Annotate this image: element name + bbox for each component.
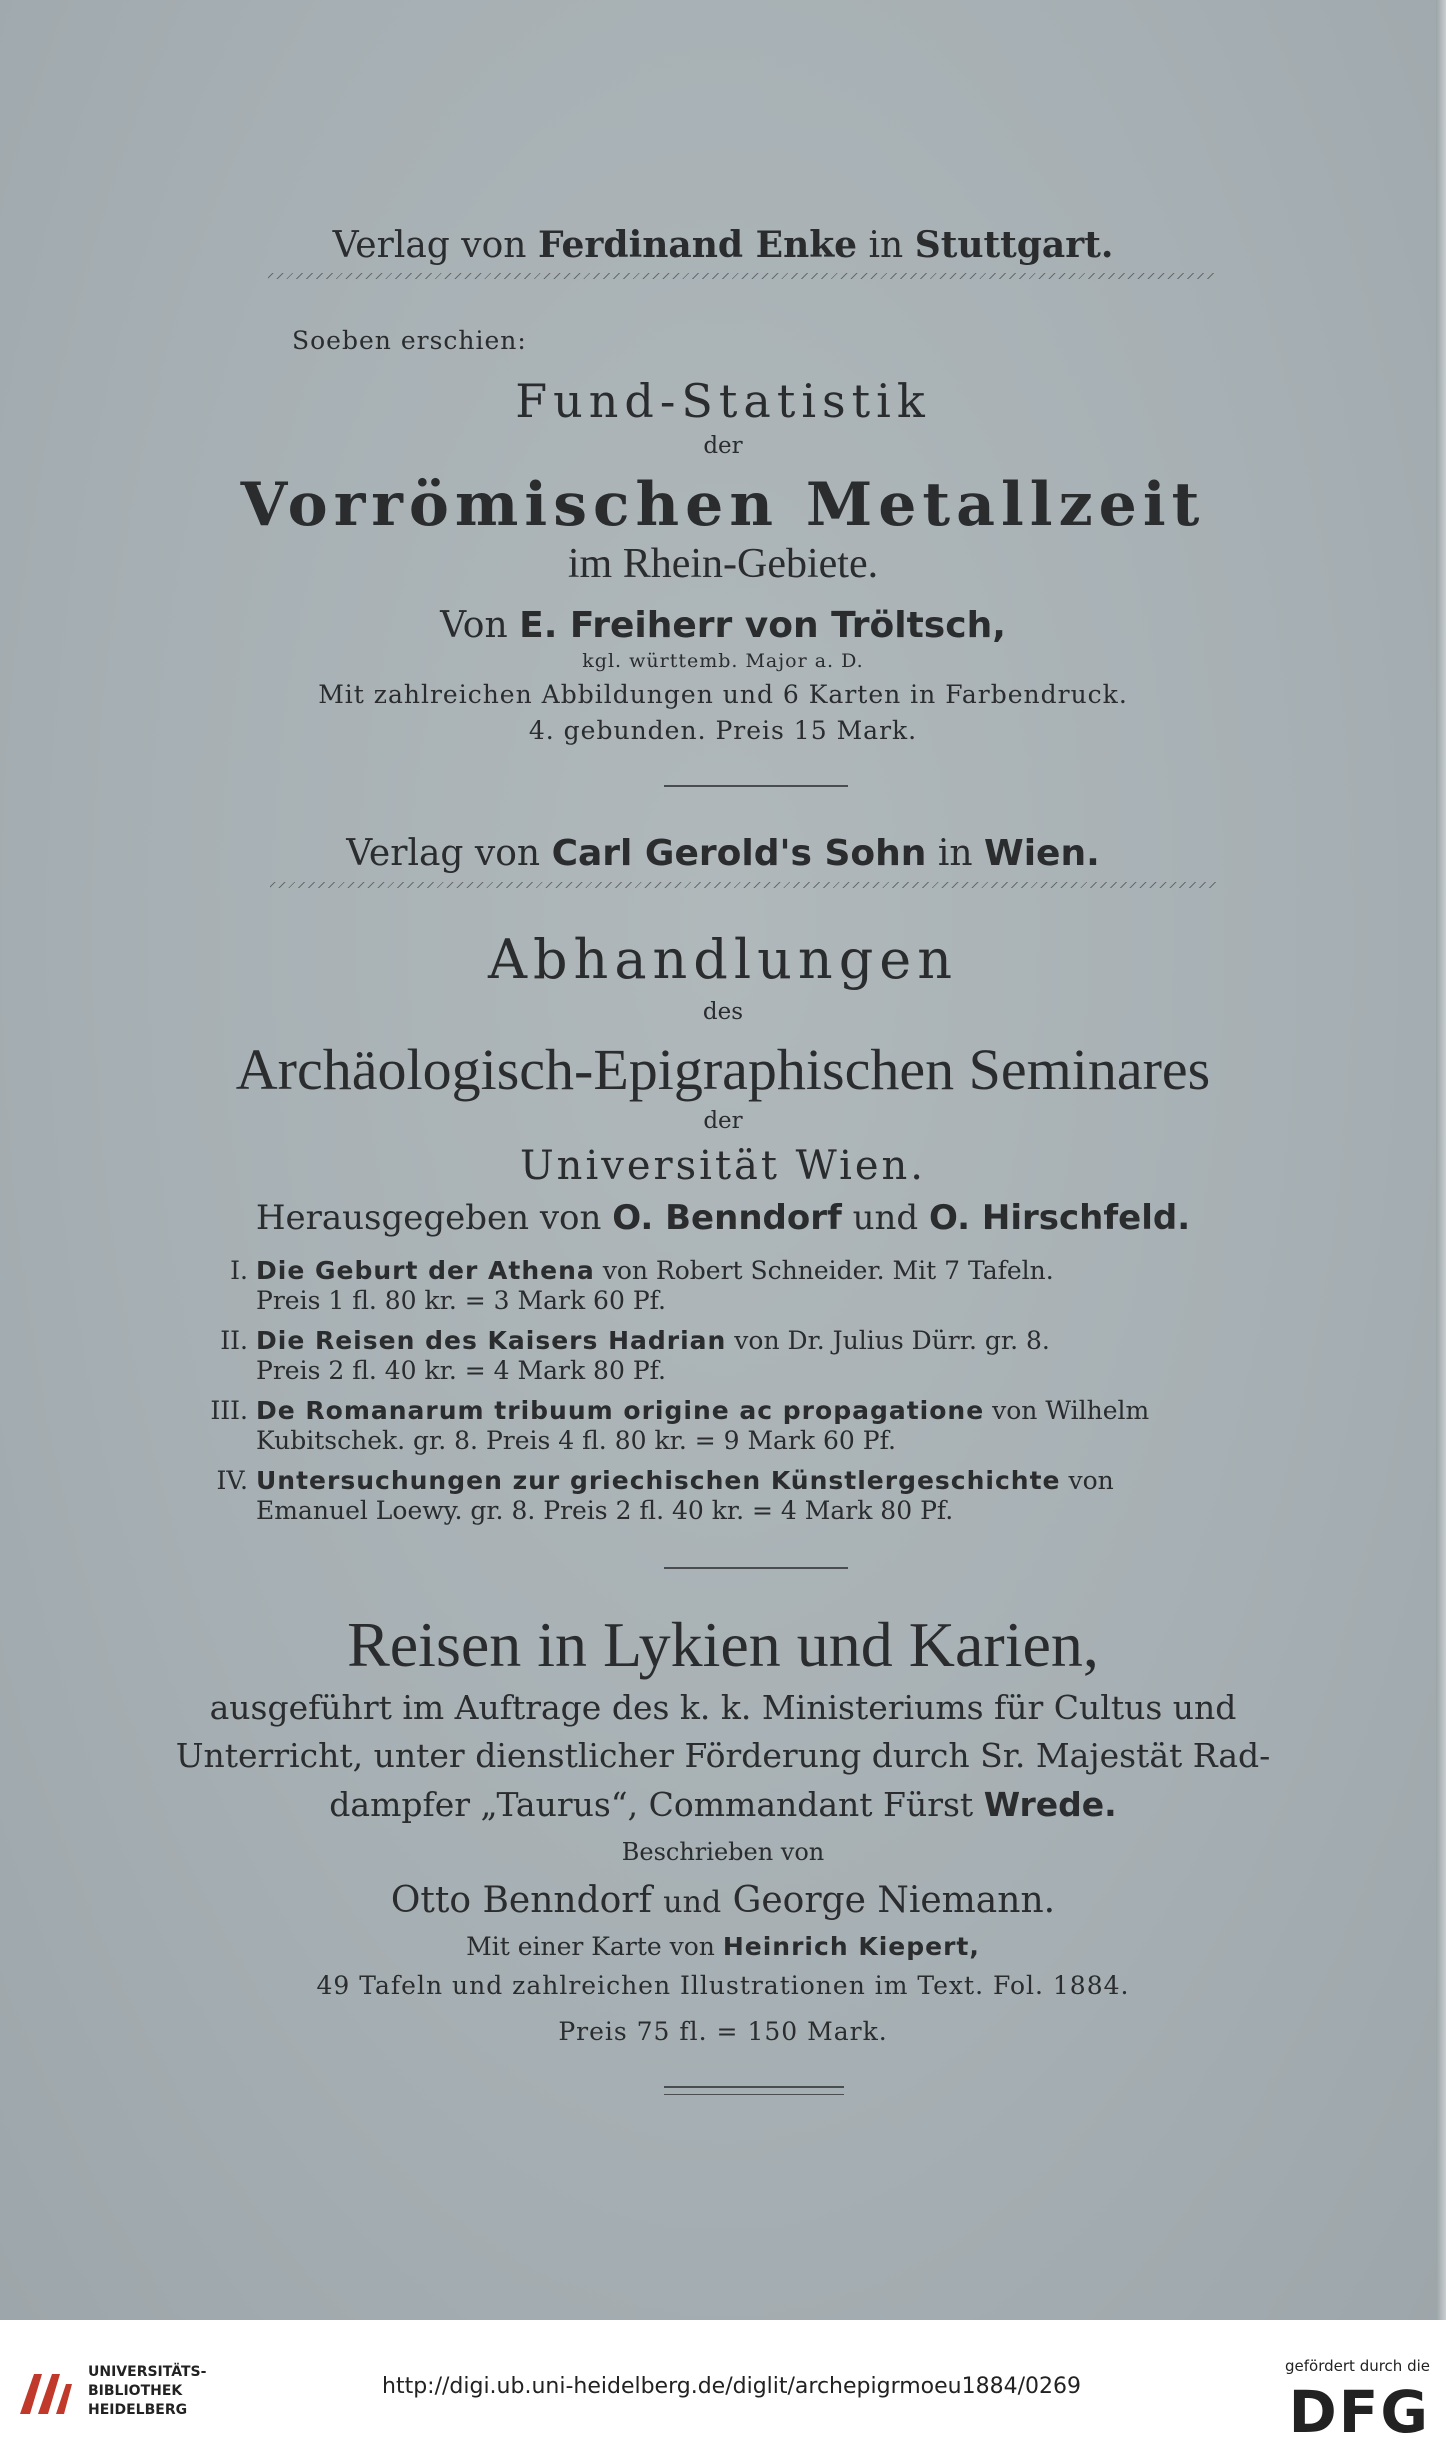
map-credit: Mit einer Karte von Heinrich Kiepert,: [466, 1932, 980, 1961]
series-item: II. Die Reisen des Kaisers Hadrian von Dr. Julius Dürr. gr. 8. Preis 2 fl. 40 kr. = 4 Mark 80 Pf.: [220, 1326, 1050, 1385]
travel-desc-line2: Unterricht, unter dienstlicher Förderung durch Sr. Majestät Rad-: [175, 1736, 1271, 1775]
travel-authors: Otto Benndorf und George Niemann.: [390, 1880, 1056, 1921]
just-published: Soeben erschien:: [292, 326, 527, 355]
plates-info: 49 Tafeln und zahlreichen Illustrationen im Text. Fol. 1884.: [316, 1971, 1130, 2000]
series-item: I. Die Geburt der Athena von Robert Schneider. Mit 7 Tafeln. Preis 1 fl. 80 kr. = 3 Mark 60 Pf.: [230, 1256, 1054, 1315]
publisher-heading-gerold: Verlag von Carl Gerold's Sohn in Wien.: [346, 833, 1100, 874]
travel-title: Reisen in Lykien und Karien,: [347, 1609, 1099, 1680]
book-title-line1: Fund-Statistik: [515, 374, 931, 428]
funding-note: gefördert durch die: [1285, 2357, 1430, 2375]
series-title-des: des: [702, 999, 744, 1025]
travel-desc-line1: ausgeführt im Auftrage des k. k. Ministeriums für Cultus und: [209, 1688, 1237, 1727]
university-library-name: UNIVERSITÄTS- BIBLIOTHEK HEIDELBERG: [88, 2364, 207, 2418]
book-details: Mit zahlreichen Abbildungen und 6 Karten in Farbendruck.: [318, 680, 1128, 709]
book-title-line2: Vorrömischen Metallzeit: [240, 470, 1206, 540]
permalink-url[interactable]: http://digi.ub.uni-heidelberg.de/diglit/archepigrmoeu1884/0269: [382, 2374, 1081, 2399]
wavy-divider: [270, 882, 1218, 888]
series-title-line3: Universität Wien.: [519, 1143, 927, 1189]
series-item: IV. Untersuchungen zur griechischen Künstlergeschichte von Emanuel Loewy. gr. 8. Preis 2 fl. 40 kr. = 4 Mark 80 Pf.: [216, 1466, 1114, 1525]
series-title-line1: Abhandlungen: [487, 928, 958, 991]
publisher-heading-enke: Verlag von Ferdinand Enke in Stuttgart.: [332, 224, 1114, 266]
book-title-der: der: [703, 433, 743, 459]
end-divider: [664, 2094, 844, 2095]
book-price: 4. gebunden. Preis 15 Mark.: [528, 716, 918, 745]
section-divider: [664, 785, 848, 787]
end-divider: [664, 2086, 844, 2088]
travel-desc-line3: dampfer „Taurus“, Commandant Fürst Wrede.: [329, 1785, 1117, 1824]
series-title-der: der: [703, 1108, 743, 1134]
author-rank: kgl. württemb. Major a. D.: [582, 650, 864, 672]
book-title-line3: im Rhein-Gebiete.: [567, 541, 879, 587]
series-title-line2: Archäologisch-Epigraphischen Seminares: [235, 1037, 1211, 1102]
series-item: III. De Romanarum tribuum origine ac propagatione von Wilhelm Kubitschek. gr. 8. Preis 4 fl. 80 kr. = 9 Mark 60 Pf.: [210, 1396, 1150, 1455]
book-author: Von E. Freiherr von Tröltsch,: [440, 605, 1006, 646]
travel-price: Preis 75 fl. = 150 Mark.: [558, 2017, 888, 2046]
series-editors: Herausgegeben von O. Benndorf und O. Hirschfeld.: [255, 1198, 1191, 1238]
described-by: Beschrieben von: [621, 1838, 825, 1866]
section-divider: [664, 1567, 848, 1569]
university-library-logo: [16, 2368, 74, 2418]
wavy-divider: [268, 273, 1214, 279]
dfg-logo: DFG: [1288, 2378, 1430, 2446]
